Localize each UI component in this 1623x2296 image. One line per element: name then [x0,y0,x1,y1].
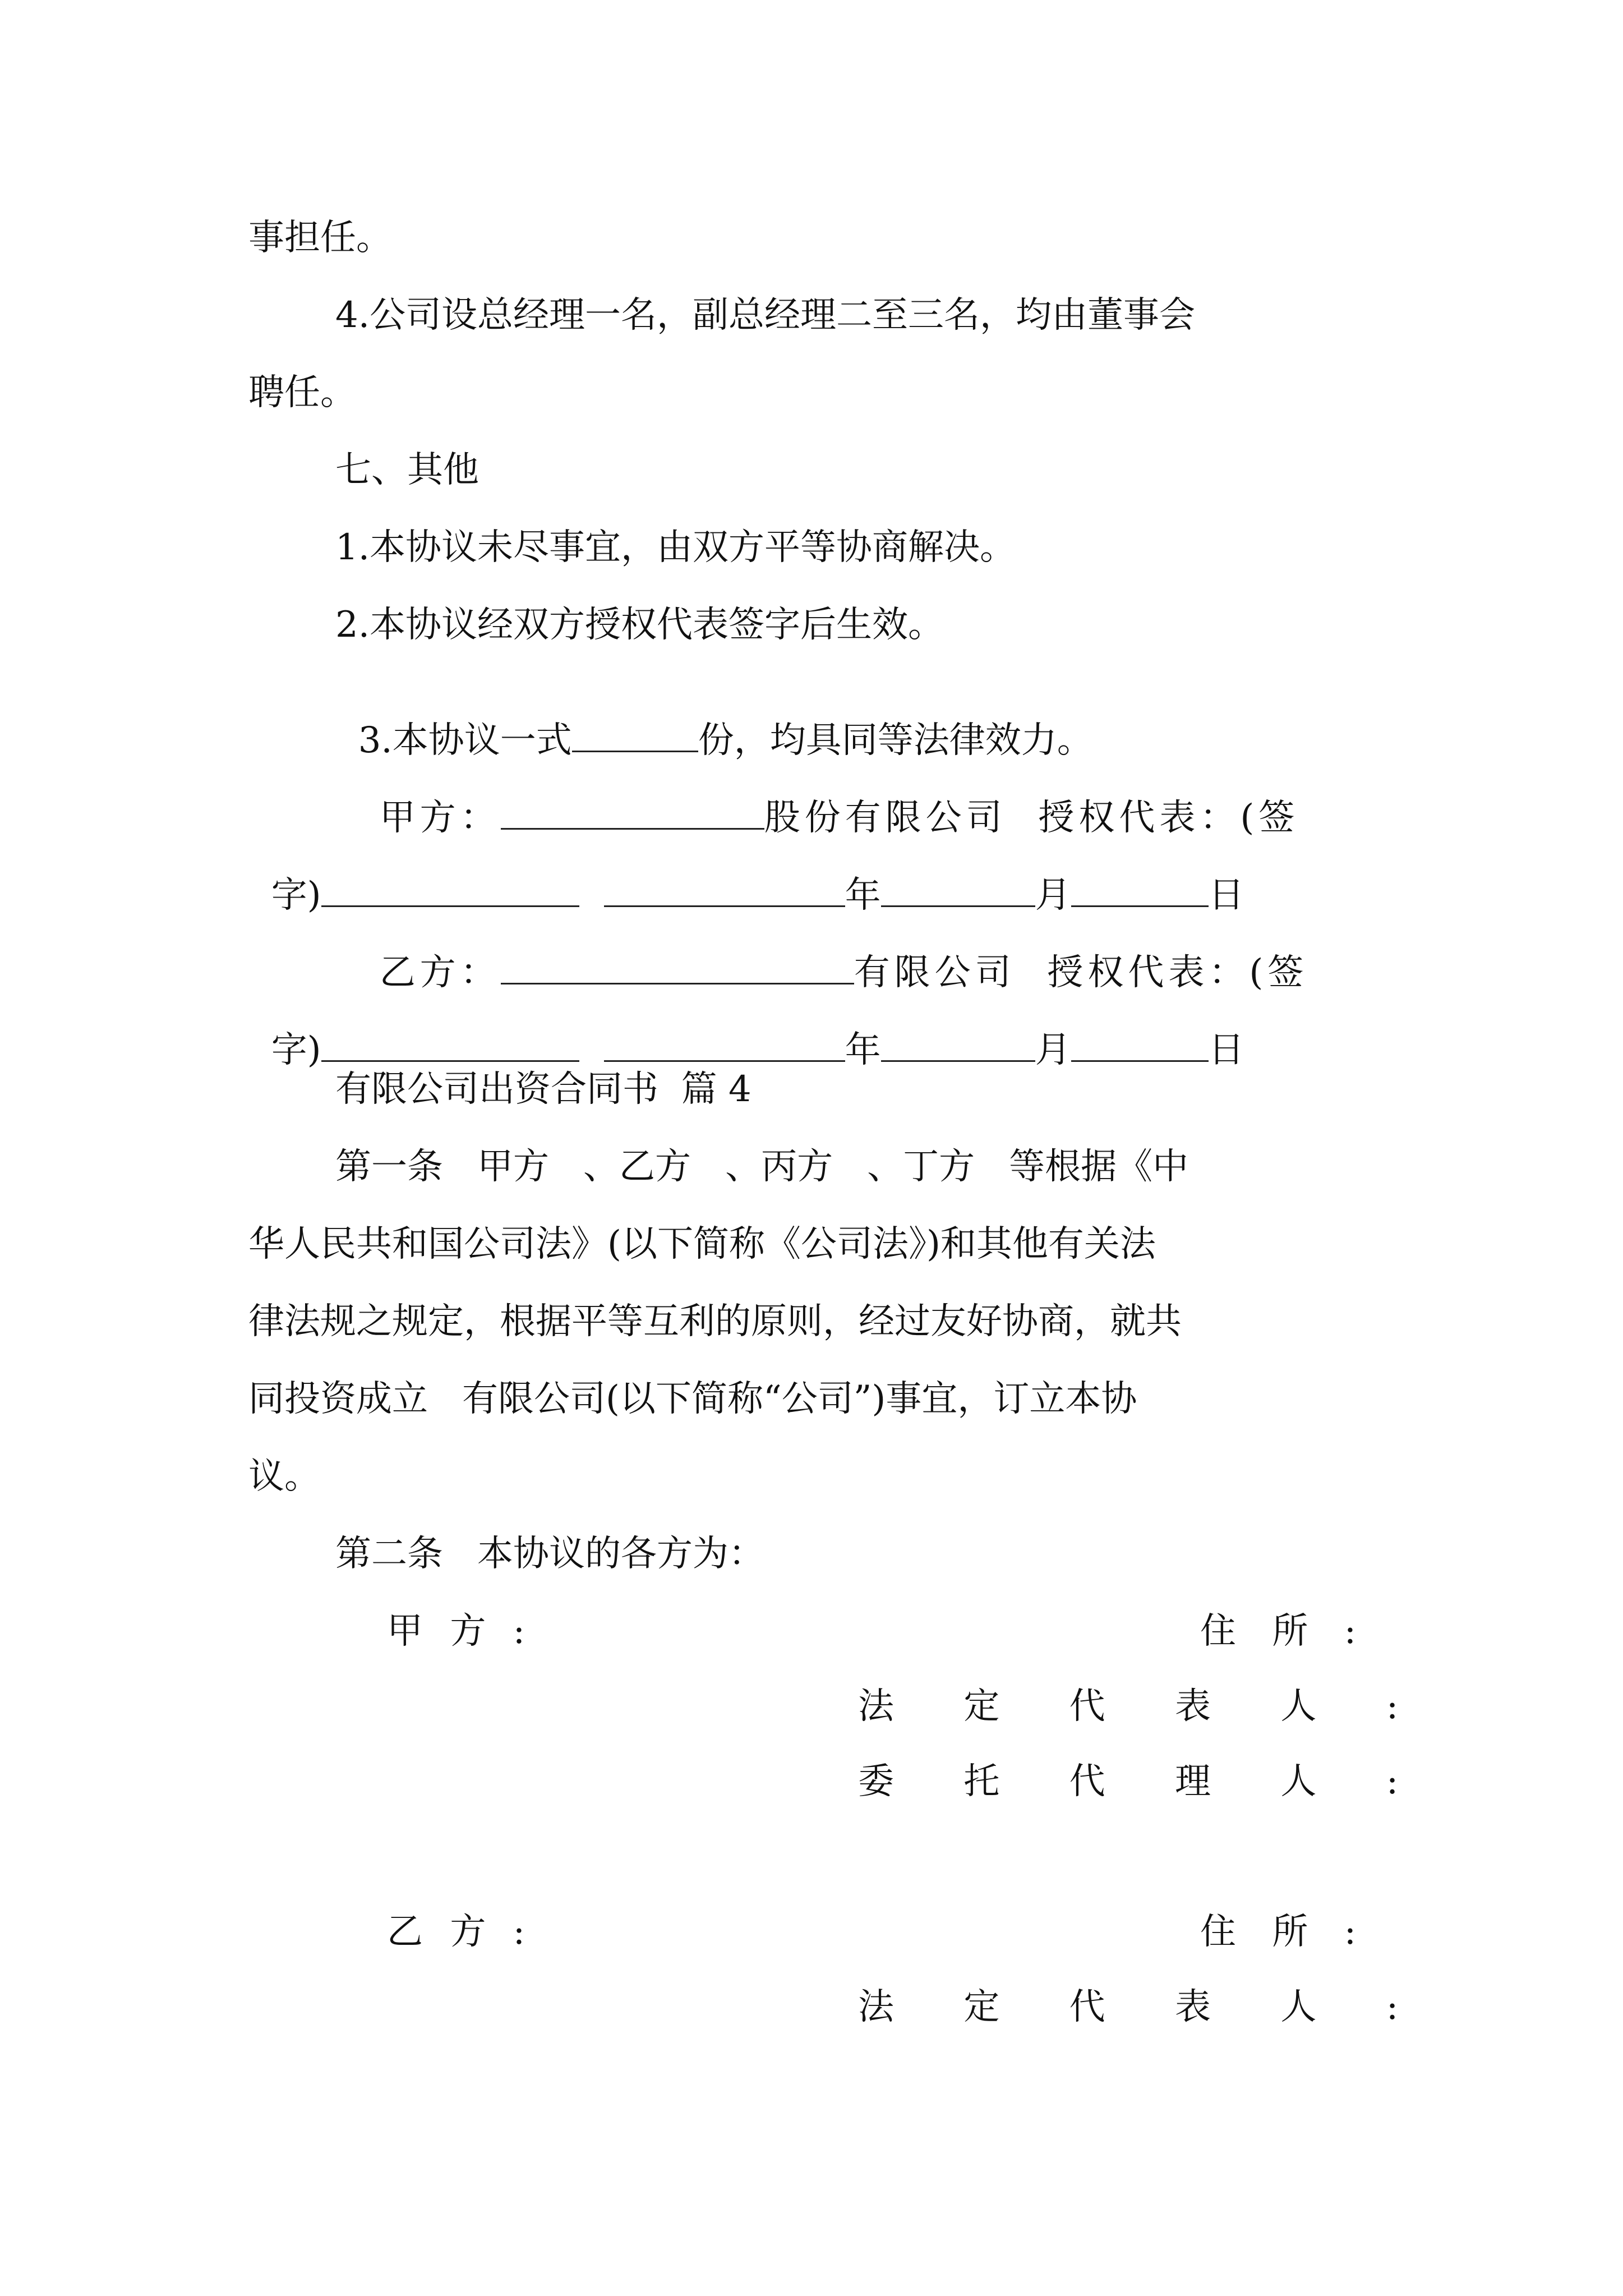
party-a-name-blank [501,798,764,830]
text-line: 1.本协议未尽事宜，由双方平等协商解决。 [335,527,1016,568]
residence-field: 住 所 : [1200,1911,1369,1953]
day-blank [1071,1030,1209,1062]
article-1-line: 第一条 甲方 、乙方 、丙方 、丁方 等根据《中 [335,1146,1189,1188]
signature-blank [321,875,579,907]
article-1-line: 律法规之规定，根据平等互利的原则，经过友好协商，就共 [248,1301,1182,1342]
copies-blank [572,720,698,752]
copies-line [335,684,1093,761]
section-heading: 七、其他 [335,449,479,491]
party-a-label: 甲方： [379,797,501,839]
article-2-heading: 第二条 本协议的各方为： [335,1533,765,1575]
authorized-agent-field: 委 托 代 理 人 : [858,1761,1428,1802]
article-1-line: 华人民共和国公司法》(以下简称《公司法》)和其他有关法 [248,1223,1156,1265]
text-line: 事担任。 [248,217,392,259]
document-heading: 有限公司出资合同书 篇 4 [335,1069,751,1110]
party-b-date-line [248,994,1244,1071]
month-label: 月 [1035,1029,1071,1071]
text-line: 2.本协议经双方授权代表签字后生效。 [335,604,944,646]
text-line: 4.公司设总经理一名，副总经理二至三名，均由董事会 [335,295,1196,336]
copies-post: 份，均具同等法律效力。 [698,720,1093,761]
day-label: 日 [1208,875,1244,916]
party-a-company: 股份有限公司 授权代表：(签 [764,797,1299,839]
party-b-sign-line [348,917,1308,991]
party-a-date-line [248,839,1244,916]
year-label: 年 [845,875,881,916]
month-blank [881,1030,1035,1062]
article-1-line: 议。 [248,1456,320,1497]
residence-field: 住 所 : [1200,1611,1369,1652]
year-label: 年 [845,1029,881,1071]
party-b-label: 乙方： [379,952,501,993]
year-blank [604,1030,845,1062]
sign-prefix: 字) [271,875,321,916]
day-blank [1071,875,1209,907]
copies-pre: 3.本协议一式 [358,720,572,761]
year-blank [604,875,845,907]
party-b-field: 乙 方 : [387,1911,533,1953]
month-blank [881,875,1035,907]
text-line: 聘任。 [248,372,356,413]
sign-prefix: 字) [271,1029,321,1071]
legal-representative-field: 法 定 代 表 人 : [858,1986,1428,2028]
party-b-company: 有限公司 授权代表：(签 [854,952,1308,993]
day-label: 日 [1208,1029,1244,1071]
party-a-sign-line [348,762,1299,839]
article-1-line: 同投资成立 有限公司(以下简称“公司”)事宜，订立本协 [248,1378,1137,1420]
legal-representative-field: 法 定 代 表 人 : [858,1686,1428,1727]
signature-blank [321,1030,579,1062]
party-b-name-blank [501,953,854,984]
month-label: 月 [1035,875,1071,916]
party-a-field: 甲 方 : [387,1611,533,1652]
